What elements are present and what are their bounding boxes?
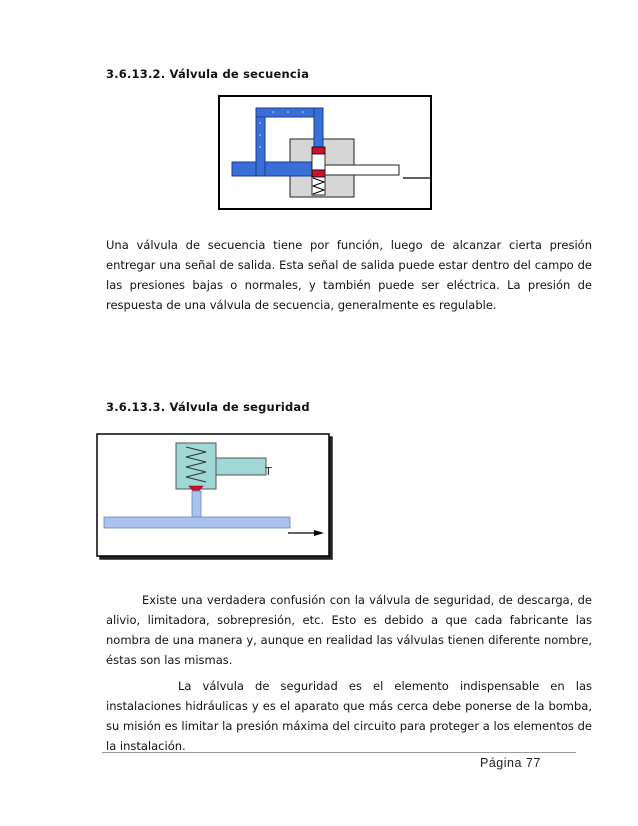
spool-land xyxy=(312,154,325,170)
tank-label: T xyxy=(265,465,272,478)
outlet-pipe xyxy=(325,165,399,175)
spool-bottom xyxy=(312,170,325,177)
section-heading-sequence-valve: 3.6.13.2. Válvula de secuencia xyxy=(106,67,310,81)
section-heading-safety-valve: 3.6.13.3. Válvula de seguridad xyxy=(106,400,310,414)
pilot-line-left xyxy=(256,108,265,176)
main-pipe xyxy=(104,517,290,528)
pilot-line-right xyxy=(314,108,323,150)
sequence-valve-paragraph: Una válvula de secuencia tiene por función, luego de alcanzar cierta presión entregar una señal de salida. Esta señal de salida puede estar dentro del campo de las presiones bajas o normales, y también puede ser eléctrica. La presión de respuesta de una válvula de secuencia, generalmente es regulable. xyxy=(106,238,592,312)
sequence-valve-diagram xyxy=(218,95,432,210)
inlet-pipe xyxy=(232,162,316,176)
page-number: Página 77 xyxy=(480,756,541,770)
valve-inlet xyxy=(192,491,201,517)
pilot-line-top xyxy=(256,108,323,117)
spool-top xyxy=(312,147,325,154)
tank-port xyxy=(216,458,266,475)
safety-valve-diagram xyxy=(96,433,336,561)
footer-divider xyxy=(102,752,576,753)
safety-valve-paragraph-1: Existe una verdadera confusión con la válvula de seguridad, de descarga, de alivio, limitadora, sobrepresión, etc. Esto es debido a que cada fabricante las nombra de una manera y, aunque en realidad las válvulas tienen diferente nombre, éstas son las mismas. xyxy=(106,593,592,667)
safety-valve-paragraph-2: La válvula de seguridad es el elemento indispensable en las instalaciones hidráulicas y es el aparato que más cerca debe ponerse de la bomba, su misión es limitar la presión máxima del circuito para proteger a los elementos de la instalación. xyxy=(106,679,592,753)
